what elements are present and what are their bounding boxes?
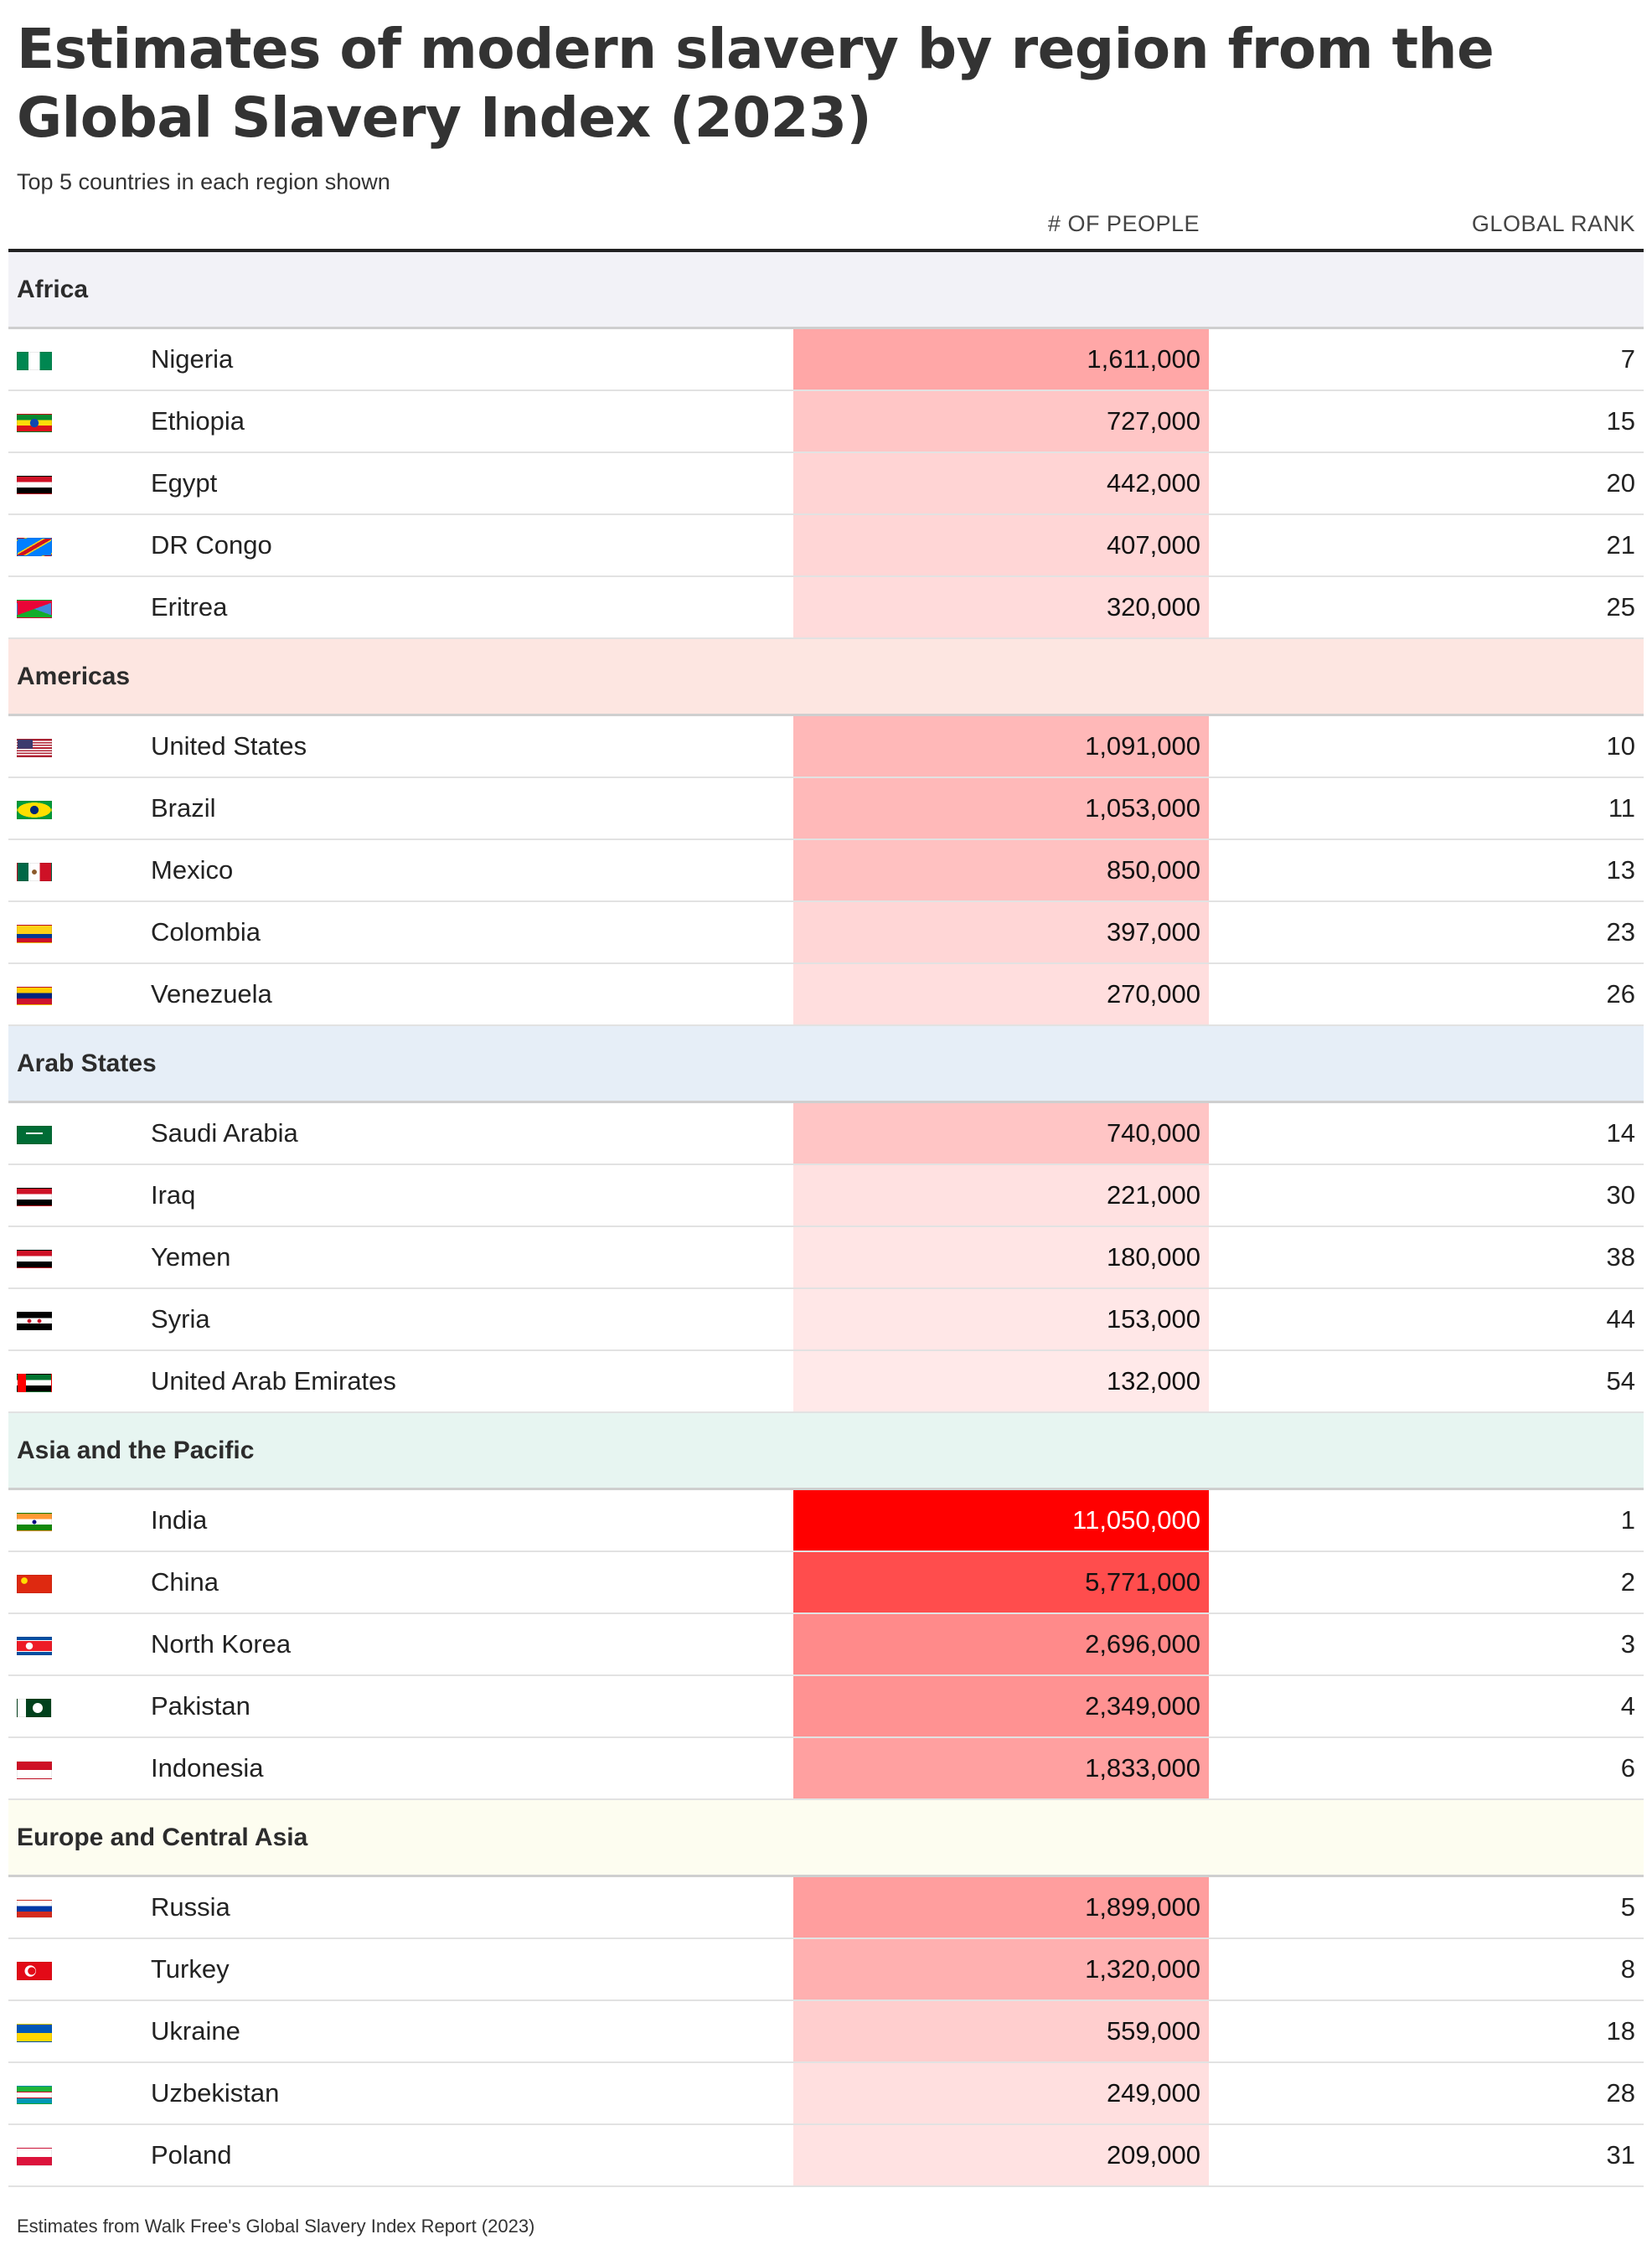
country-name: Iraq: [151, 1180, 196, 1210]
region-header: [8, 1026, 1644, 1103]
table-row: [8, 453, 1644, 515]
people-value-cell: 740,000: [793, 1103, 1209, 1164]
table-row: [8, 2001, 1644, 2063]
column-header-people: # OF PEOPLE: [1047, 211, 1200, 236]
uzbekistan-flag-icon: [17, 2086, 52, 2104]
global-rank-cell: 28: [1606, 2078, 1635, 2108]
people-value-cell: 1,899,000: [793, 1877, 1209, 1938]
country-name: Venezuela: [151, 979, 272, 1009]
north-korea-flag-icon: [17, 1637, 52, 1655]
table-row: [8, 778, 1644, 840]
people-value-cell: 1,091,000: [793, 716, 1209, 777]
ukraine-flag-icon: [17, 2024, 52, 2042]
brazil-flag-icon: [17, 801, 52, 819]
eritrea-flag-icon: [17, 600, 52, 618]
country-name: Syria: [151, 1304, 210, 1334]
table-row: [8, 1351, 1644, 1413]
table-row: [8, 515, 1644, 577]
region-label: Arab States: [17, 1049, 157, 1077]
region-header: [8, 1800, 1644, 1877]
ethiopia-flag-icon: [17, 414, 52, 432]
table-row: [8, 1877, 1644, 1939]
people-value-cell: 2,349,000: [793, 1676, 1209, 1736]
people-value-cell: 1,053,000: [793, 778, 1209, 838]
region-label: Africa: [17, 275, 89, 303]
people-value-cell: 1,611,000: [793, 329, 1209, 390]
table-row: [8, 329, 1644, 391]
people-value-cell: 221,000: [793, 1165, 1209, 1225]
people-value-cell: 153,000: [793, 1289, 1209, 1349]
people-value-cell: 320,000: [793, 577, 1209, 637]
country-name: Colombia: [151, 917, 261, 947]
table-row: [8, 1227, 1644, 1289]
global-rank-cell: 13: [1606, 855, 1635, 885]
china-flag-icon: [17, 1575, 52, 1593]
table-row: [8, 1552, 1644, 1614]
india-flag-icon: [17, 1513, 52, 1531]
chart-title: Estimates of modern slavery by region from the Global Slavery Index (2023): [17, 17, 1495, 150]
people-value-cell: 407,000: [793, 515, 1209, 575]
country-name: United Arab Emirates: [151, 1366, 396, 1396]
saudi-arabia-flag-icon: [17, 1126, 52, 1144]
global-rank-cell: 8: [1620, 1954, 1635, 1984]
people-value-cell: 180,000: [793, 1227, 1209, 1287]
global-rank-cell: 26: [1606, 979, 1635, 1009]
people-value-cell: 850,000: [793, 840, 1209, 900]
region-label: Europe and Central Asia: [17, 1823, 308, 1851]
region-header: [8, 1413, 1644, 1490]
country-name: Yemen: [151, 1242, 231, 1272]
data-table: [8, 252, 1644, 2187]
turkey-flag-icon: [17, 1962, 52, 1980]
people-value-cell: 5,771,000: [793, 1552, 1209, 1612]
country-name: Saudi Arabia: [151, 1118, 298, 1148]
global-rank-cell: 6: [1620, 1753, 1635, 1783]
country-name: Mexico: [151, 855, 234, 885]
region-header: [8, 252, 1644, 329]
table-row: [8, 1490, 1644, 1552]
table-row: [8, 1289, 1644, 1351]
table-row: [8, 964, 1644, 1026]
country-name: Indonesia: [151, 1753, 264, 1783]
table-row: [8, 1614, 1644, 1676]
global-rank-cell: 44: [1606, 1304, 1635, 1334]
region-label: Asia and the Pacific: [17, 1436, 255, 1464]
global-rank-cell: 38: [1606, 1242, 1635, 1272]
global-rank-cell: 7: [1620, 344, 1635, 374]
indonesia-flag-icon: [17, 1761, 52, 1779]
people-value-cell: 249,000: [793, 2063, 1209, 2123]
global-rank-cell: 5: [1620, 1892, 1635, 1922]
global-rank-cell: 31: [1606, 2140, 1635, 2170]
global-rank-cell: 11: [1608, 793, 1635, 823]
country-name: United States: [151, 731, 307, 761]
pakistan-flag-icon: [17, 1699, 52, 1717]
global-rank-cell: 23: [1606, 917, 1635, 947]
country-name: Russia: [151, 1892, 230, 1922]
country-name: Pakistan: [151, 1691, 250, 1721]
uae-flag-icon: [17, 1374, 52, 1392]
global-rank-cell: 25: [1606, 592, 1635, 622]
table-row: [8, 1103, 1644, 1165]
chart-subtitle: Top 5 countries in each region shown: [17, 169, 390, 194]
region-header: [8, 639, 1644, 716]
country-name: Turkey: [151, 1954, 230, 1984]
poland-flag-icon: [17, 2148, 52, 2166]
usa-flag-icon: [17, 739, 52, 757]
egypt-flag-icon: [17, 476, 52, 494]
people-value-cell: 397,000: [793, 902, 1209, 962]
people-value-cell: 1,833,000: [793, 1738, 1209, 1798]
table-row: [8, 1676, 1644, 1738]
region-label: Americas: [17, 662, 131, 690]
syria-flag-icon: [17, 1312, 52, 1330]
global-rank-cell: 20: [1606, 468, 1635, 498]
country-name: Ethiopia: [151, 406, 245, 436]
people-value-cell: 132,000: [793, 1351, 1209, 1411]
global-rank-cell: 1: [1620, 1505, 1635, 1535]
people-value-cell: 559,000: [793, 2001, 1209, 2061]
table-row: [8, 2063, 1644, 2125]
global-rank-cell: 2: [1620, 1567, 1635, 1597]
people-value-cell: 270,000: [793, 964, 1209, 1024]
dr-congo-flag-icon: [17, 538, 52, 556]
table-row: [8, 840, 1644, 902]
table-row: [8, 1738, 1644, 1800]
column-header-rank: GLOBAL RANK: [1471, 211, 1635, 236]
country-name: Uzbekistan: [151, 2078, 280, 2108]
global-rank-cell: 30: [1606, 1180, 1635, 1210]
russia-flag-icon: [17, 1900, 52, 1918]
table-row: [8, 1165, 1644, 1227]
table-row: [8, 2125, 1644, 2187]
global-rank-cell: 4: [1620, 1691, 1635, 1721]
source-note: Estimates from Walk Free's Global Slavery Index Report (2023): [17, 2216, 535, 2237]
yemen-flag-icon: [17, 1250, 52, 1268]
global-rank-cell: 15: [1606, 406, 1635, 436]
global-rank-cell: 18: [1606, 2016, 1635, 2046]
colombia-flag-icon: [17, 925, 52, 943]
iraq-flag-icon: [17, 1188, 52, 1206]
nigeria-flag-icon: [17, 352, 52, 370]
people-value-cell: 209,000: [793, 2125, 1209, 2185]
country-name: China: [151, 1567, 219, 1597]
country-name: India: [151, 1505, 208, 1535]
global-rank-cell: 10: [1606, 731, 1635, 761]
country-name: Eritrea: [151, 592, 228, 622]
mexico-flag-icon: [17, 863, 52, 881]
table-row: [8, 902, 1644, 964]
global-rank-cell: 21: [1606, 530, 1635, 560]
country-name: DR Congo: [151, 530, 272, 560]
global-rank-cell: 3: [1620, 1629, 1635, 1659]
table-row: [8, 577, 1644, 639]
people-value-cell: 1,320,000: [793, 1939, 1209, 1999]
venezuela-flag-icon: [17, 987, 52, 1005]
table-row: [8, 716, 1644, 778]
table-row: [8, 391, 1644, 453]
people-value-cell: 727,000: [793, 391, 1209, 451]
country-name: Ukraine: [151, 2016, 240, 2046]
country-name: Egypt: [151, 468, 218, 498]
global-rank-cell: 54: [1606, 1366, 1635, 1396]
people-value-cell: 2,696,000: [793, 1614, 1209, 1674]
country-name: Brazil: [151, 793, 216, 823]
country-name: Poland: [151, 2140, 232, 2170]
table-row: [8, 1939, 1644, 2001]
country-name: Nigeria: [151, 344, 234, 374]
people-value-cell: 442,000: [793, 453, 1209, 513]
people-value-cell: 11,050,000: [793, 1490, 1209, 1551]
global-rank-cell: 14: [1606, 1118, 1635, 1148]
country-name: North Korea: [151, 1629, 292, 1659]
